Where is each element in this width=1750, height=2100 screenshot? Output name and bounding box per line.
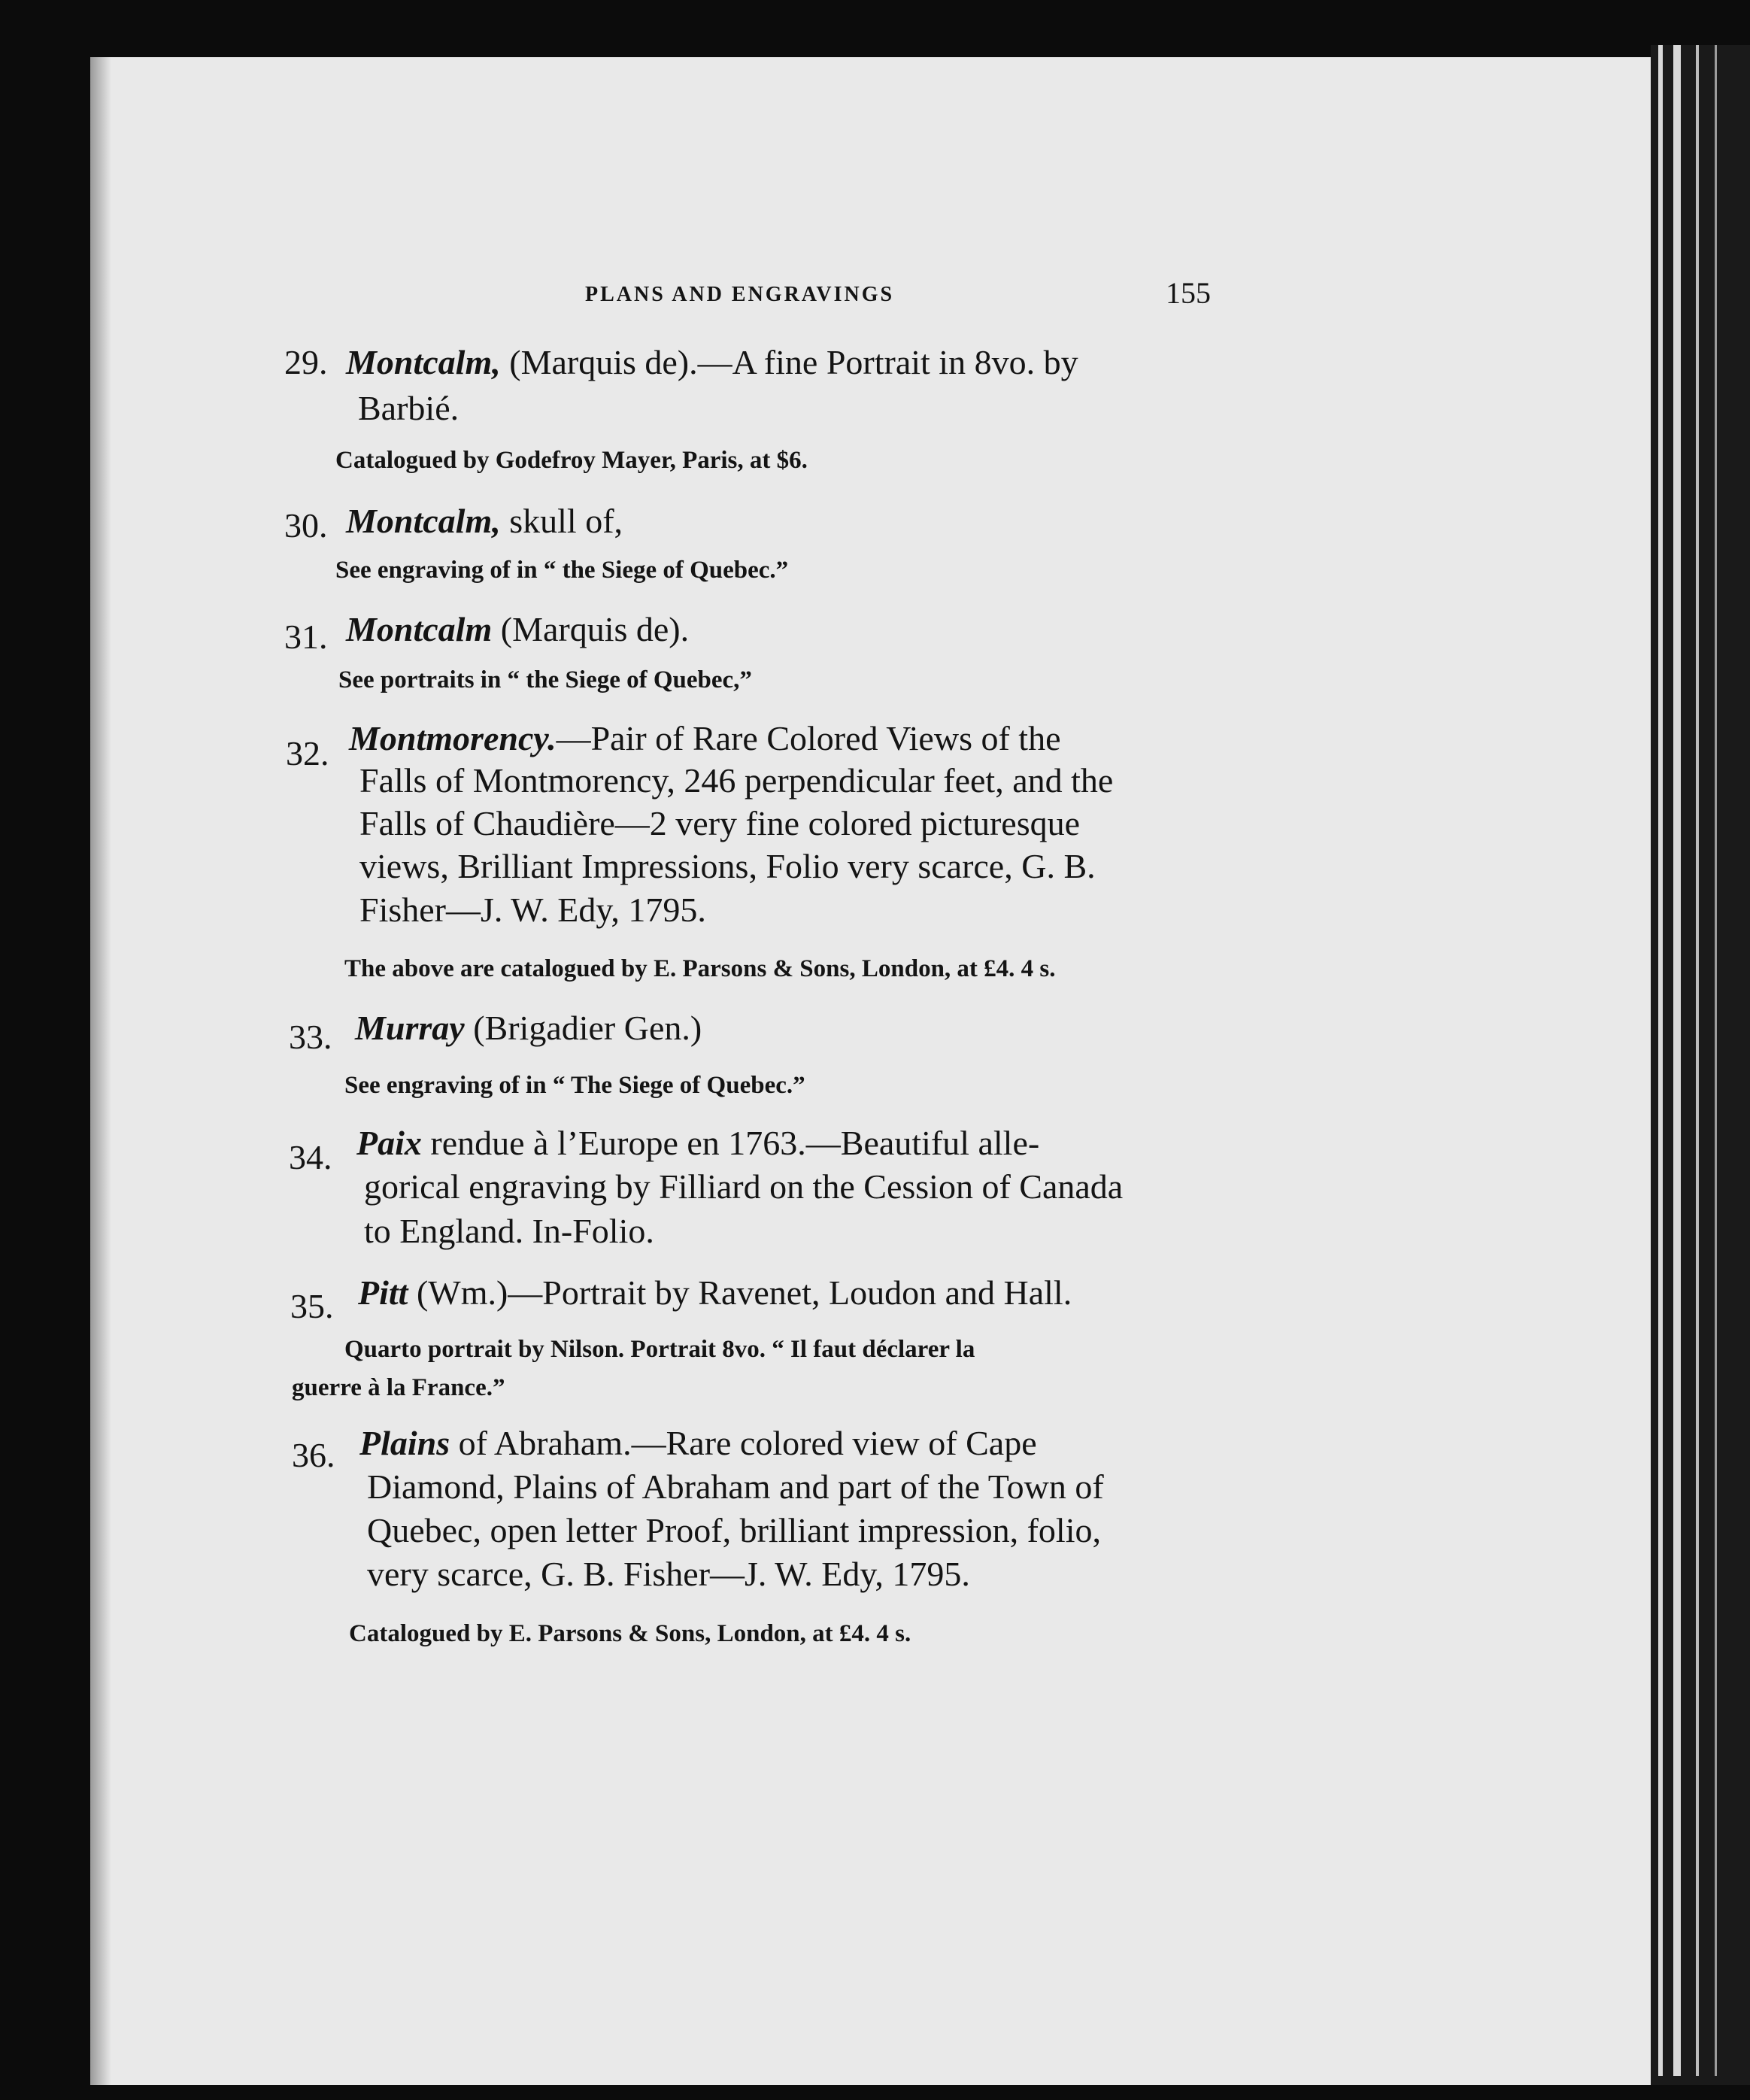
entry-text: (Wm.)—Portrait by Ravenet, Loudon and Hall. [416,1273,1072,1312]
entry-title: Montcalm, [346,343,501,381]
entry-title: Plains [359,1424,450,1462]
entry-text: very scarce, G. B. Fisher—J. W. Edy, 1795. [367,1555,970,1593]
page-edge-line [1715,45,1717,2076]
entry-title: Pitt [358,1273,408,1312]
page-edge-line [1673,45,1681,2076]
entry-number: 29. [284,343,328,381]
entry-note: Catalogued by Godefroy Mayer, Paris, at $6. [335,447,808,474]
entry-text: (Marquis de). [500,610,690,648]
page-edges [1651,45,1750,2085]
entry-text: Fisher—J. W. Edy, 1795. [359,891,706,929]
entry-note: See portraits in “ the Siege of Quebec,” [338,666,752,693]
entry-text: Quebec, open letter Proof, brilliant impression, folio, [367,1511,1101,1549]
page-edge-line [1696,45,1699,2076]
entry-note: Quarto portrait by Nilson. Portrait 8vo. “ Il faut déclarer la [344,1336,975,1363]
entry-text: to England. In-Folio. [364,1212,654,1250]
entry-text: of Abraham.—Rare colored view of Cape [458,1424,1037,1462]
page-number: 155 [1166,276,1211,310]
entry-text: skull of, [509,502,623,540]
running-title: PLANS AND ENGRAVINGS [585,283,895,306]
entry-text: (Brigadier Gen.) [473,1009,702,1047]
page-edge-line [1658,45,1663,2076]
entry-number: 33. [289,1018,332,1056]
entry-text: Falls of Montmorency, 246 perpendicular feet, and the [359,761,1114,800]
entry-text: views, Brilliant Impressions, Folio very scarce, G. B. [359,847,1096,885]
entry-number: 31. [284,618,328,656]
entry-title: Montcalm [346,610,493,648]
entry-text: Diamond, Plains of Abraham and part of the Town of [367,1467,1104,1506]
entry-text: Falls of Chaudière—2 very fine colored picturesque [359,804,1081,842]
entry-text: Barbié. [358,389,459,427]
entry-text: (Marquis de).—A fine Portrait in 8vo. by [509,343,1078,381]
entry-title: Montmorency. [349,719,557,757]
entry-title: Montcalm, [346,502,501,540]
entry-number: 35. [290,1287,334,1325]
entry-text: gorical engraving by Filliard on the Cession of Canada [364,1167,1124,1206]
entry-text: rendue à l’Europe en 1763.—Beautiful alle- [430,1124,1040,1162]
entry-title: Murray [355,1009,465,1047]
spine-shadow [90,57,111,2085]
entry-note: See engraving of in “ The Siege of Quebec.” [344,1072,805,1099]
entry-text: —Pair of Rare Colored Views of the [556,719,1061,757]
entry-note: See engraving of in “ the Siege of Quebec.” [335,557,789,584]
entry-note: Catalogued by E. Parsons & Sons, London, at £4. 4 s. [349,1620,911,1647]
entry-title: Paix [356,1124,422,1162]
entry-note: The above are catalogued by E. Parsons & Sons, London, at £4. 4 s. [344,955,1056,982]
entry-note: guerre à la France.” [292,1374,505,1401]
entry-number: 34. [289,1138,332,1176]
entry-number: 36. [292,1436,335,1474]
entry-number: 30. [284,506,328,545]
entry-number: 32. [286,734,329,772]
